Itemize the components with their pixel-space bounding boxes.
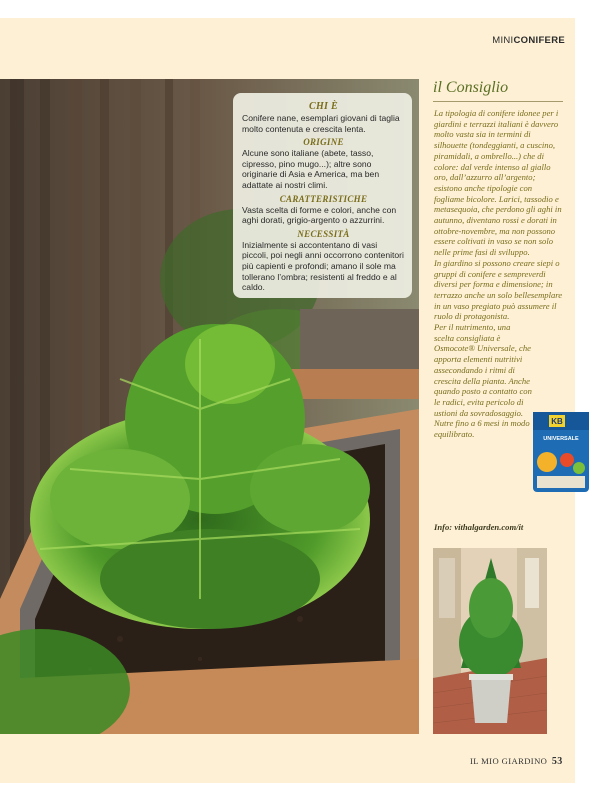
consiglio-paragraph-2: In giardino si possono creare siepi o gruppi di conifere e sempreverdi diversi per forma e dimensione; in terrazzo anche un solo bellesemplare in un vaso pregiato può assumere il ruolo di protagonista. bbox=[434, 257, 563, 322]
info-url[interactable]: vithalgarden.com/it bbox=[454, 522, 524, 532]
infobox-heading-necessita: NECESSITÀ bbox=[297, 228, 350, 239]
product-pack-image bbox=[531, 410, 591, 494]
consiglio-paragraph-3: Per il nutrimento, una scelta consigliata è Osmocote® Universale, che apporta elementi nutritivi assecondando i ritmi di crescita della pianta. Anche quando posto a contatto con le radici, evita pericolo di ustioni da sovradosaggio. Nutre fino a 6 mesi in modo equilibrato. bbox=[434, 322, 532, 440]
infobox-text-caratteristiche: Vasta scelta di forme e colori, anche con aghi dorati, grigio-argento o azzurrini. bbox=[242, 204, 397, 226]
info-link-line bbox=[434, 522, 523, 532]
flower-icon bbox=[537, 452, 557, 472]
product-brand: KB bbox=[551, 417, 563, 426]
magazine-name: IL MIO GIARDINO bbox=[470, 756, 548, 766]
page-number: 53 bbox=[551, 756, 563, 767]
info-box bbox=[233, 93, 412, 298]
conifer-pot-photo bbox=[433, 548, 547, 734]
consiglio-paragraph-1: La tipologia di conifere idonee per i giardini e terrazzi italiani è davvero molto vasta sia in termini di silhouette (tondeggianti, a cuscino, piramidali, a ombrello...) che di colore: dal verde intenso al giallo oro, dall’azzurro all’argento; esistono anche tipologie con fogliame bicolore. Larici, tassodio e metasequoia, che perdono gli aghi in autunno, diventano rossi e dorati in ottobre-novembre, ma non possono essere coltivati in vaso se non solo nelle prime fasi di sviluppo. bbox=[434, 108, 562, 258]
consiglio-divider bbox=[433, 101, 563, 102]
section-tag bbox=[492, 35, 565, 46]
infobox-text-necessita: Inizialmente si accontentano di vasi piccoli, poi negli anni occorrono contenitori più capienti e profondi; amano il sole ma tollerano l’ombra; resistenti al freddo e al caldo. bbox=[242, 239, 404, 293]
info-label: Info: bbox=[434, 522, 453, 532]
product-line: UNIVERSALE bbox=[543, 436, 579, 442]
pot-icon bbox=[471, 678, 511, 723]
infobox-text-chi-e: Conifere nane, esemplari giovani di taglia molto contenuta e crescita lenta. bbox=[242, 113, 400, 134]
section-name: CONIFERE bbox=[513, 35, 565, 46]
infobox-heading-origine: ORIGINE bbox=[303, 137, 344, 148]
consiglio-title: il Consiglio bbox=[433, 79, 509, 96]
infobox-text-origine: Alcune sono italiane (abete, tasso, cipresso, pino mugo...); altre sono originarie di Asia e America, ma ben adattate ai nostri climi. bbox=[242, 148, 380, 190]
page-footer bbox=[470, 756, 563, 767]
infobox-heading-caratteristiche: CARATTERISTICHE bbox=[279, 193, 368, 204]
infobox-heading-chi-e: CHI È bbox=[308, 101, 338, 112]
section-prefix: MINI bbox=[492, 35, 514, 46]
consiglio-body bbox=[434, 108, 564, 440]
